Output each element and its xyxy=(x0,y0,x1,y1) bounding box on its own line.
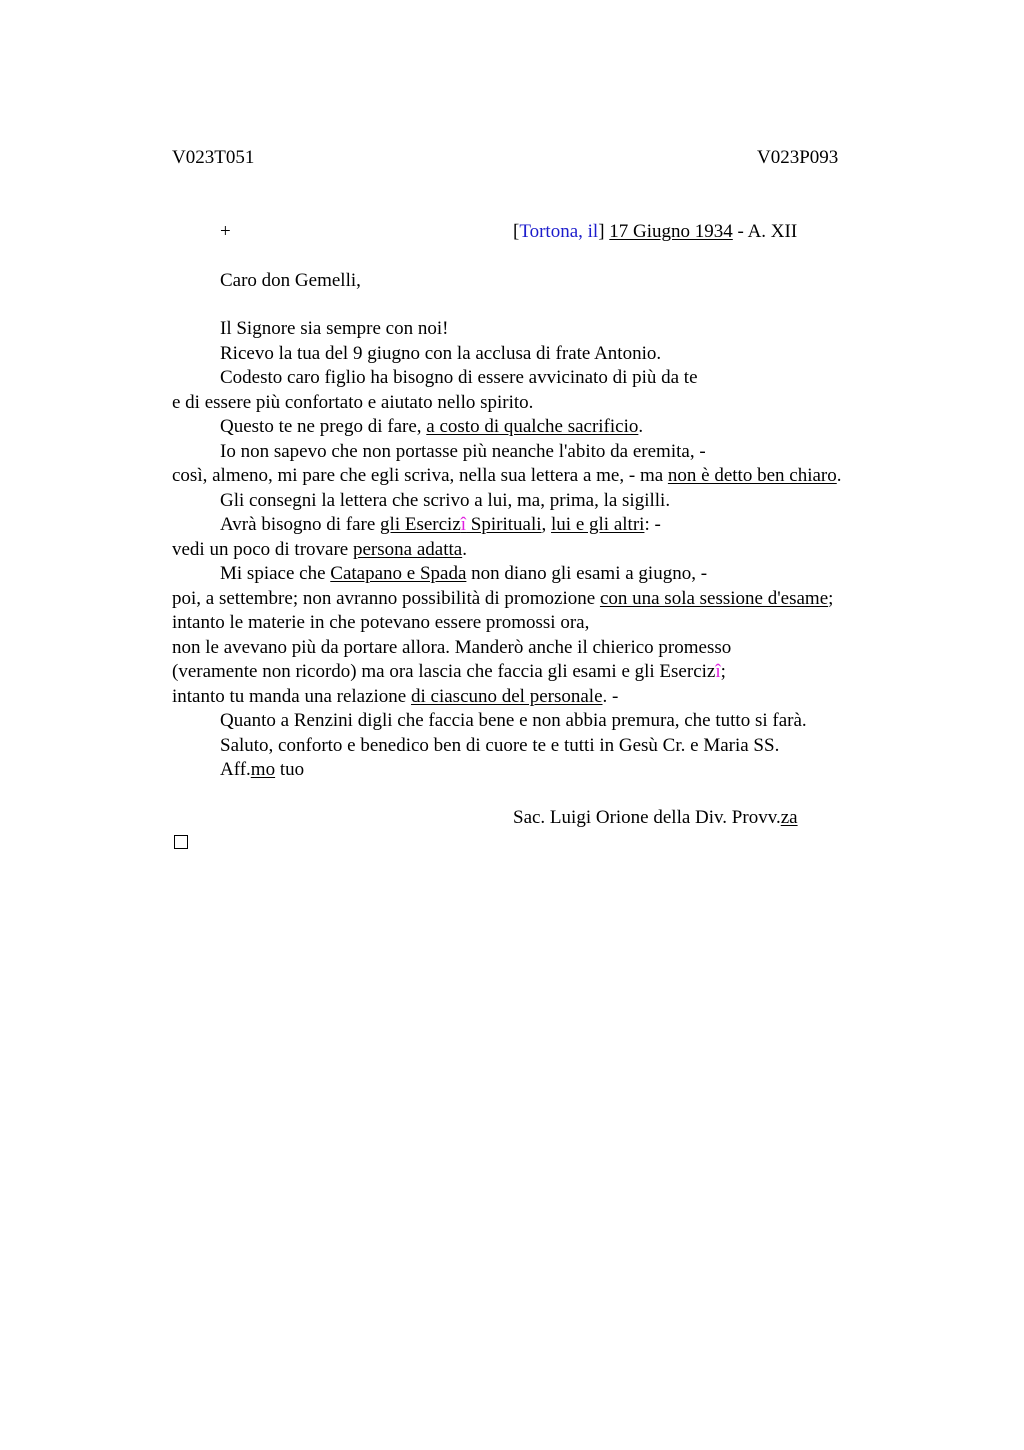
underlined-text: lui e gli altri xyxy=(551,514,645,535)
line-text: intanto tu manda una relazione xyxy=(172,685,411,707)
place-name: Tortona, il xyxy=(519,221,599,242)
letter-line xyxy=(172,562,912,587)
line-text: Il Signore sia sempre con noi! xyxy=(220,318,449,339)
volume-code-left: V023T051 xyxy=(172,147,255,168)
line-text: ; xyxy=(828,587,834,609)
editorial-circumflex-mark: î xyxy=(715,661,721,682)
underlined-text: con una sola sessione d'esame xyxy=(599,587,829,609)
line-text: intanto le materie in che potevano essere promossi ora, xyxy=(172,612,590,633)
letter-line xyxy=(172,611,912,636)
letter-line xyxy=(172,342,912,367)
line-text: Quanto a Renzini digli che faccia bene e non abbia premura, che tutto si farà. xyxy=(220,710,807,731)
line-text: . xyxy=(462,538,467,560)
letter-line xyxy=(172,538,912,563)
line-text: non diano gli esami a giugno, - xyxy=(466,563,708,584)
salutation: Caro don Gemelli, xyxy=(220,270,361,291)
editorial-circumflex-mark: î xyxy=(460,514,467,535)
line-text: Mi spiace che xyxy=(220,563,331,584)
cross-mark: + xyxy=(220,221,231,242)
line-text: : - xyxy=(644,514,661,535)
letter-line xyxy=(172,366,912,391)
line-text: Gli consegni la lettera che scrivo a lui, ma, prima, la sigilli. xyxy=(220,489,671,511)
underlined-text: gli Esercizî Spirituali xyxy=(380,514,542,535)
underlined-text: persona adatta xyxy=(352,538,463,560)
signature-suffix: za xyxy=(780,807,798,828)
letter-line xyxy=(172,660,912,685)
underlined-text: Catapano e Spada xyxy=(330,563,467,584)
letter-line xyxy=(172,391,912,416)
letter-line xyxy=(172,587,912,612)
underlined-text: non è detto ben chiaro xyxy=(667,465,837,486)
line-text: così, almeno, mi pare che egli scriva, nella sua lettera a me, - ma xyxy=(172,465,668,486)
line-text: Avrà bisogno di fare xyxy=(220,514,381,535)
bracket-open: [ xyxy=(513,221,520,242)
line-text: (veramente non ricordo) ma ora lascia che faccia gli esami e gli Esercizî; xyxy=(172,661,726,682)
line-text: Ricevo la tua del 9 giugno con la acclusa di frate Antonio. xyxy=(220,342,662,364)
signature-text: Sac. Luigi Orione della Div. Provv. xyxy=(513,807,781,828)
line-text: . - xyxy=(602,685,619,707)
line-text: Io non sapevo che non portasse più neanche l'abito da eremita, - xyxy=(220,440,706,462)
underlined-text: mo xyxy=(250,759,276,780)
letter-line xyxy=(172,685,912,710)
letter-date: 17 Giugno 1934 xyxy=(609,221,733,242)
line-text: Questo te ne prego di fare, xyxy=(220,416,427,437)
underlined-text: di ciascuno del personale xyxy=(411,685,603,707)
volume-code-right: V023P093 xyxy=(757,147,839,168)
line-text: Aff. xyxy=(220,759,251,780)
letter-line xyxy=(172,489,912,514)
line-text: poi, a settembre; non avranno possibilità di promozione xyxy=(172,587,600,609)
letter-line xyxy=(172,734,912,759)
line-text: Codesto caro figlio ha bisogno di essere avvicinato di più da te xyxy=(220,367,698,388)
signature xyxy=(513,806,798,830)
letter-line xyxy=(172,636,912,661)
letter-line xyxy=(172,709,912,734)
line-text: Saluto, conforto e benedico ben di cuore te e tutti in Gesù Cr. e Maria SS. xyxy=(220,734,780,756)
end-square-icon xyxy=(174,835,188,849)
line-text: . xyxy=(836,465,842,486)
letter-line xyxy=(172,513,912,538)
letter-line xyxy=(172,317,912,342)
line-text: non le avevano più da portare allora. Manderò anche il chierico promesso xyxy=(172,636,732,658)
line-text: vedi un poco di trovare xyxy=(172,538,353,560)
line-text: , xyxy=(541,514,552,535)
letter-line xyxy=(172,758,912,783)
fascist-era-year: - A. XII xyxy=(732,221,798,242)
letter-body xyxy=(172,317,912,783)
bracket-close: ] xyxy=(598,221,605,242)
line-text: . xyxy=(638,416,644,437)
underlined-text: a costo di qualche sacrificio xyxy=(426,416,639,437)
letter-line xyxy=(172,464,912,489)
line-text: e di essere più confortato e aiutato nello spirito. xyxy=(172,391,534,413)
dateline xyxy=(513,220,797,244)
letter-line xyxy=(172,415,912,440)
line-text: tuo xyxy=(275,759,305,780)
letter-line xyxy=(172,440,912,465)
